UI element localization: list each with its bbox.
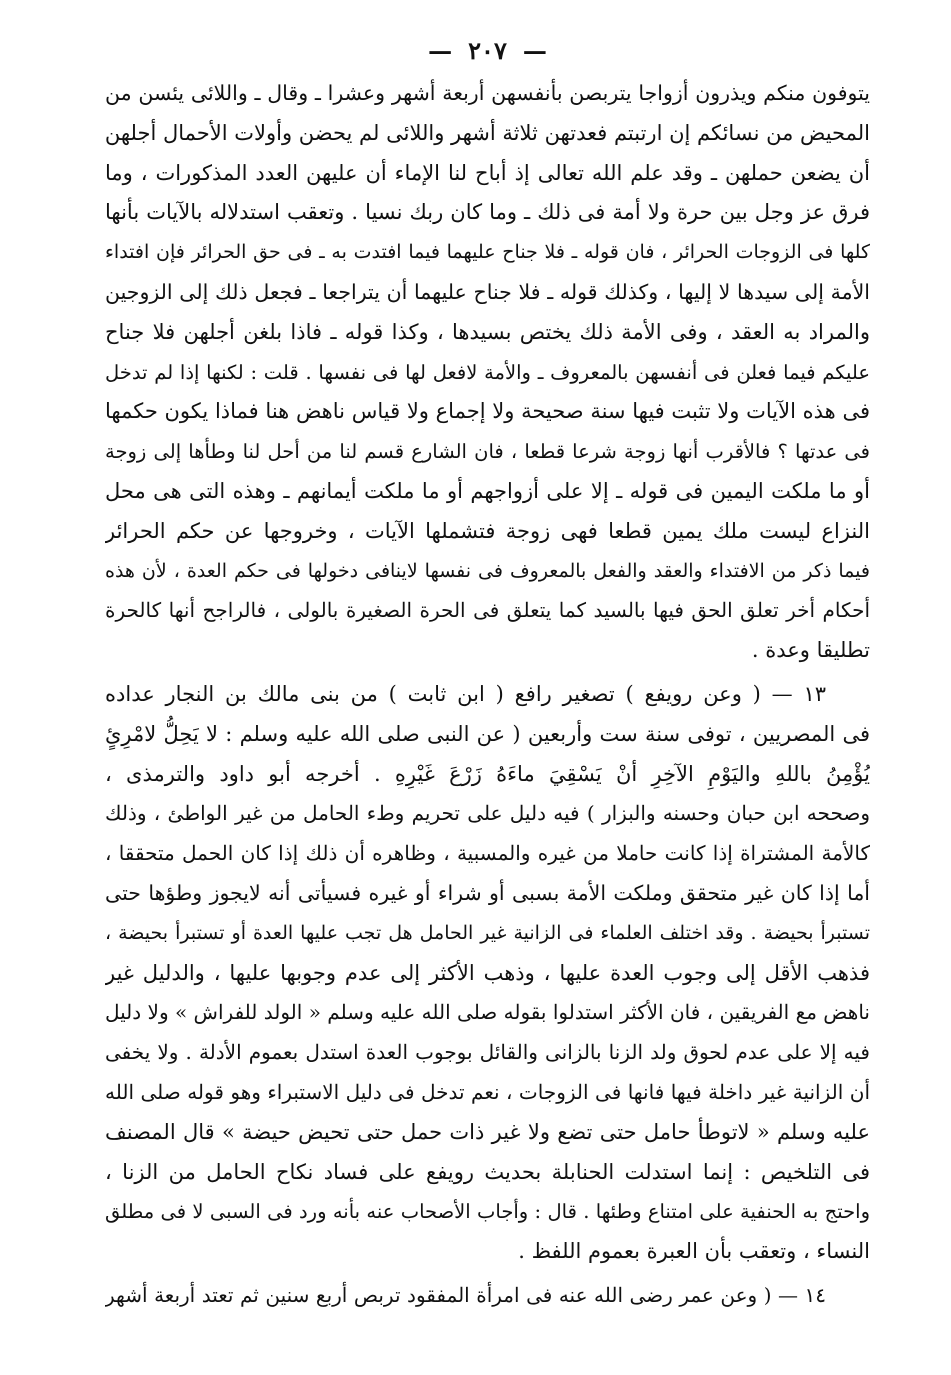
text-line: فرق عز وجل بين حرة ولا أمة فى ذلك ـ وما كان ربك نسيا . وتعقب استدلاله بالآيات بأنها: [105, 200, 870, 225]
text-line: أما إذا كان غير متحقق وملكت الأمة بسبى أو شراء أو غيره فسيأتى أنه لايجوز وطؤها حتى: [105, 880, 870, 905]
page-number-value: ٢٠٧: [468, 36, 507, 65]
text-line: فى المصريين ، توفى سنة ست وأربعين ( عن النبى صلى الله عليه وسلم : لا يَحِلُّ لامْرِئٍ: [105, 721, 870, 746]
text-line: المحيض من نسائكم إن ارتبتم فعدتهن ثلاثة أشهر واللائى لم يحضن وأولات الأحمال أجلهن: [105, 120, 870, 145]
text-line: ناهض مع الفريقين ، فان الأكثر استدلوا بقوله صلى الله عليه وسلم « الولد للفراش » ولا دليل: [105, 1000, 870, 1025]
text-line: أن الزانية غير داخلة فيها فانها فى الزوجات ، نعم تدخل فى دليل الاستبراء وهو قوله صلى الله: [105, 1079, 870, 1104]
text-line: النساء ، وتعقب بأن العبرة بعموم اللفظ .: [518, 1239, 870, 1264]
text-line: عليكم فيما فعلن فى أنفسهن بالمعروف ـ والأمة لافعل لها فى نفسها . قلت : لكنها إذا لم تدخل: [105, 360, 870, 384]
text-line: عليه وسلم « لاتوطأ حامل حتى تضع ولا غير ذات حمل حتى تحيض حيضة » قال المصنف: [105, 1119, 870, 1144]
page-number-dash-left: —: [428, 36, 453, 65]
text-line: أحكام أخر تعلق الحق فيها بالسيد كما يتعلق فى الحرة الصغيرة بالولى ، فالراجح أنها كالحرة: [105, 598, 870, 623]
text-line: الأمة إلى سيدها لا إليها ، وكذلك قوله ـ فلا جناح عليهما أن يتراجعا ـ فجعل ذلك إلى الزوجين: [105, 279, 870, 304]
text-line: أو ما ملكت اليمين فى قوله ـ إلا على أزواجهم أو ما ملكت أيمانهم ـ وهذه التى هى محل: [105, 478, 870, 503]
text-line: واحتج به الحنفية على امتناع وطئها . قال : وأجاب الأصحاب عنه بأنه ورد فى السبى لا فى مطلق: [105, 1200, 870, 1224]
text-line: ١٤ — ( وعن عمر رضى الله عنه فى امرأة المفقود تربص أربع سنين ثم تعتد أربعة أشهر: [105, 1282, 826, 1307]
text-line: فيه إلا على عدم لحوق ولد الزنا بالزانى والقائل بوجوب العدة استدل بعموم الأدلة . ولا يخفى: [105, 1040, 870, 1065]
text-line: فى التلخيص : إنما استدلت الحنابلة بحديث رويفع على فساد نكاح الحامل من الزنا ،: [105, 1159, 870, 1184]
page-number: [105, 28, 870, 74]
body-text: [105, 74, 870, 1316]
text-line: وصححه ابن حبان وحسنه والبزار ) فيه دليل على تحريم وطء الحامل من غير الواطئ ، وذلك: [105, 801, 870, 826]
text-line: والمراد به العقد ، وفى الأمة ذلك يختص بسيدها ، وكذا قوله ـ فاذا بلغن أجلهن فلا جناح: [105, 319, 870, 344]
text-line: يتوفون منكم ويذرون أزواجا يتربصن بأنفسهن أربعة أشهر وعشرا ـ وقال ـ واللائى يئسن من: [105, 81, 870, 105]
text-line: أن يضعن حملهن ـ وقد علم الله تعالى إذ أباح لنا الإماء أن عليهن العدد المذكورات ، وما: [105, 160, 870, 185]
text-line: فذهب الأقل إلى وجوب العدة عليها ، وذهب الأكثر إلى عدم وجوبها عليها ، والدليل غير: [105, 960, 870, 985]
text-line: فى عدتها ؟ فالأقرب أنها زوجة شرعا قطعا ، فان الشارع قسم لنا من أحل لنا وطأها إلى زوجة: [105, 440, 870, 464]
text-line: فيما ذكر من الافتداء والعقد والفعل بالمعروف فى نفسها لاينافى دخولها فى حكم العدة ، لأن هذه: [105, 559, 870, 582]
text-line: ١٣ — ( وعن رويفع ) تصغير رافع ( ابن ثابت ) من بنى مالك بن النجار عداده: [105, 681, 826, 706]
text-line: فى هذه الآيات ولا تثبت فيها سنة صحيحة ولا إجماع ولا قياس ناهض هنا فماذا يكون حكمها: [105, 399, 870, 424]
text-line: النزاع ليست ملك يمين قطعا فهى زوجة فتشملها الآيات ، وخروجها عن حكم الحرائر: [105, 518, 870, 543]
book-page: [105, 28, 870, 1348]
text-line: كالأمة المشتراة إذا كانت حاملا من غيره والمسبية ، وظاهره أن ذلك إذا كان الحمل متحققا ،: [105, 841, 870, 866]
text-line: تطليقا وعدة .: [751, 638, 870, 663]
text-line: كلها فى الزوجات الحرائر ، فان قوله ـ فلا جناح عليهما فيما افتدت به ـ فى حق الحرائر فإن افتداء: [105, 241, 870, 264]
text-line: تستبرأ بحيضة . وقد اختلف العلماء فى الزانية غير الحامل هل تجب عليها العدة أو تستبرأ بحيضة ،: [105, 921, 870, 944]
text-line: يُؤْمِنُ باللهِ واليَوْمِ الآخِرِ أنْ يَسْقِيَ ماءَهُ زَرْعَ غَيْرِهِ . أخرجه أبو داود والترمذى ،: [105, 761, 870, 786]
page-number-dash-right: —: [522, 36, 547, 65]
